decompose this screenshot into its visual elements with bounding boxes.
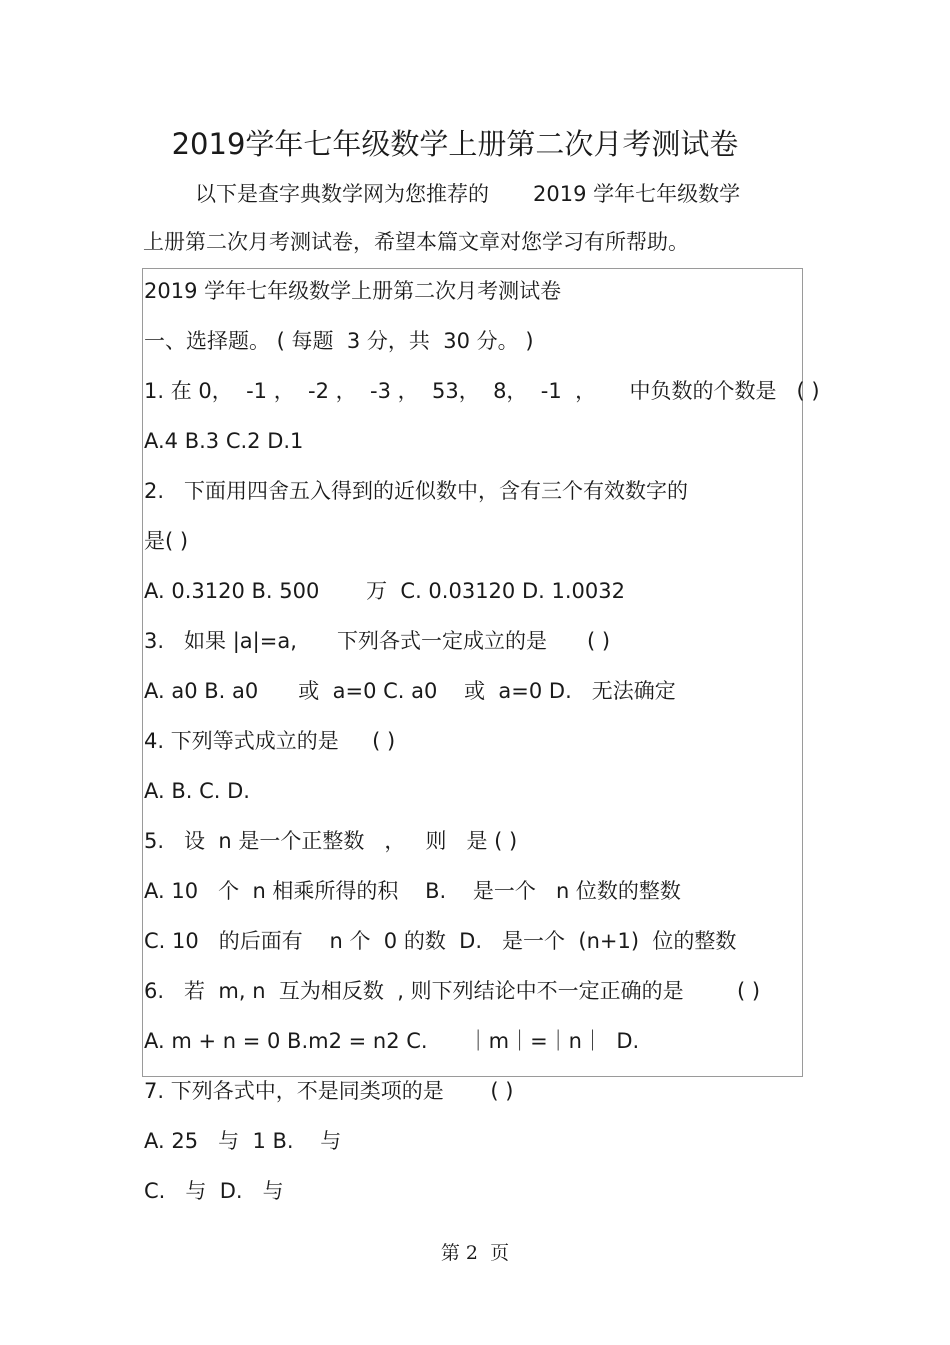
question-6-options: A. m + n = 0 B.m2 = n2 C. ｜m｜=｜n｜ D.	[144, 1029, 640, 1053]
question-2: 2. 下面用四舍五入得到的近似数中，含有三个有效数字的	[144, 479, 689, 503]
question-4: 4. 下列等式成立的是 ( )	[144, 729, 396, 753]
section-heading: 一、选择题。 ( 每题 3 分，共 30 分。 )	[144, 329, 534, 353]
question-2-options: A. 0.3120 B. 500 万 C. 0.03120 D. 1.0032	[144, 579, 625, 603]
intro-line-1-text: 以下是查字典数学网为您推荐的	[195, 182, 489, 206]
question-1: 1. 在 0， -1 ， -2 ， -3 ， 53， 8， -1 ， 中负数的个数是 ( )	[144, 379, 820, 403]
question-1-options: A.4 B.3 C.2 D.1	[144, 429, 304, 453]
page-number: 第 2 页	[440, 1242, 510, 1264]
question-5-options-cd: C. 10 的后面有 n 个 0 的数 D. 是一个 (n+1) 位的整数	[144, 929, 737, 953]
intro-line-2: 上册第二次月考测试卷，希望本篇文章对您学习有所帮助。	[143, 230, 689, 254]
question-3-options: A. a0 B. a0 或 a=0 C. a0 或 a=0 D. 无法确定	[144, 679, 676, 703]
question-7-options-ab: A. 25 与 1 B. 与	[144, 1129, 342, 1153]
question-7: 7. 下列各式中，不是同类项的是 ( )	[144, 1079, 514, 1103]
question-7-options-cd: C. 与 D. 与	[144, 1179, 284, 1203]
intro-line-1-year-text: 2019 学年七年级数学	[533, 182, 741, 206]
intro-paragraph	[143, 170, 793, 266]
question-4-options: A. B. C. D.	[144, 779, 250, 803]
intro-line-1	[143, 170, 793, 218]
question-5-options-ab: A. 10 个 n 相乘所得的积 B. 是一个 n 位数的整数	[144, 879, 681, 903]
question-5: 5. 设 n 是一个正整数 ， 则 是 ( )	[144, 829, 518, 853]
content-heading: 2019 学年七年级数学上册第二次月考测试卷	[144, 279, 562, 303]
question-6: 6. 若 m, n 互为相反数 , 则下列结论中不一定正确的是 ( )	[144, 979, 761, 1003]
question-3: 3. 如果 |a|=a, 下列各式一定成立的是 ( )	[144, 629, 611, 653]
question-2-continued: 是( )	[144, 529, 189, 553]
question-list	[144, 266, 824, 1216]
page-title: 2019学年七年级数学上册第二次月考测试卷	[171, 127, 739, 161]
